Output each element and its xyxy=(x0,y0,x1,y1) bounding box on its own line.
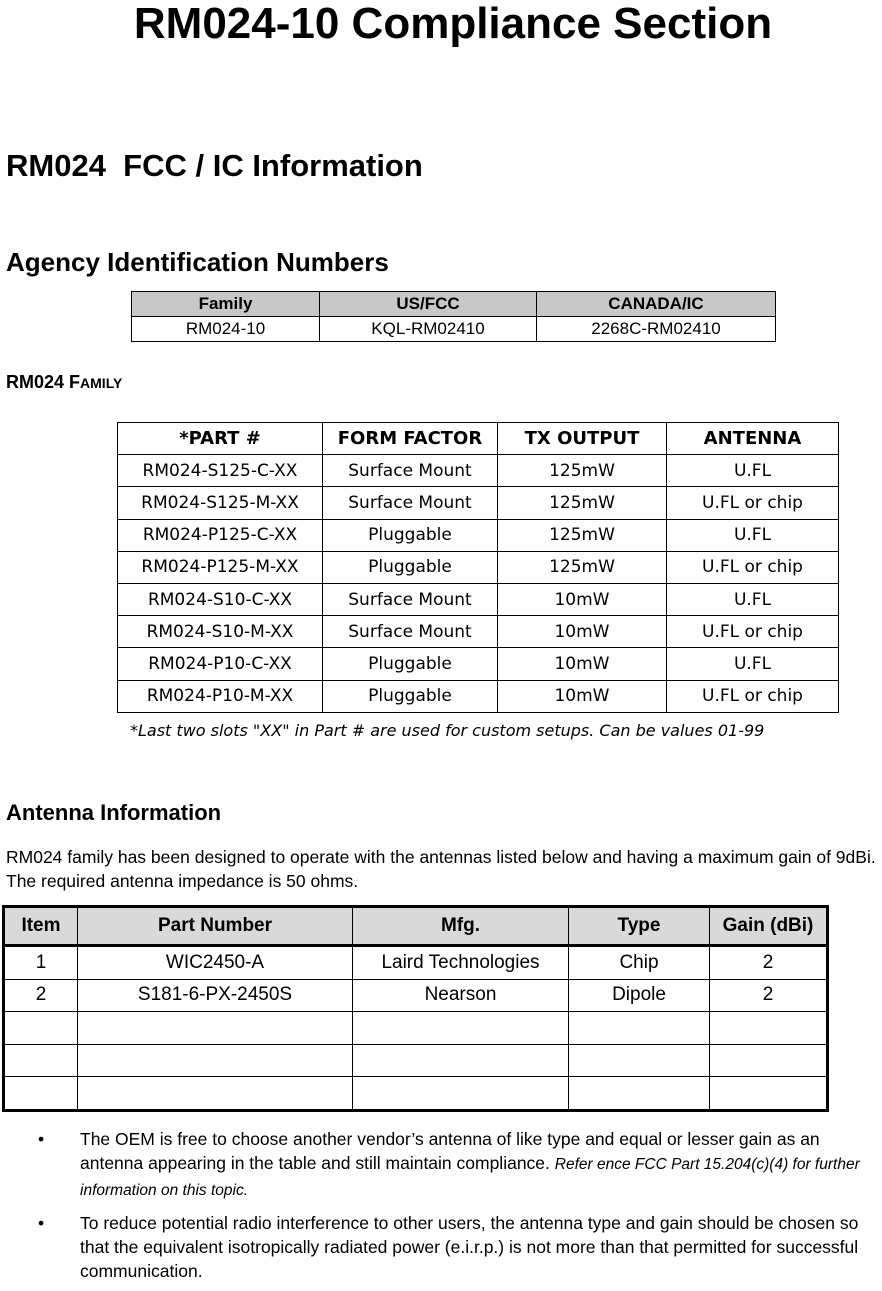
table-row xyxy=(118,583,839,615)
section-title: RM024 FCC / IC Information xyxy=(6,148,423,183)
agency-cell-fcc: KQL-RM02410 xyxy=(320,317,537,342)
table-row xyxy=(118,648,839,680)
antenna-cell xyxy=(569,1044,710,1077)
bullet-icon: • xyxy=(38,1213,45,1233)
antenna-header-gain: Gain (dBi) xyxy=(710,907,828,946)
antenna-cell xyxy=(78,1012,353,1045)
table-row xyxy=(4,1012,828,1045)
family-cell: RM024-P10-C-XX xyxy=(118,648,323,680)
family-table xyxy=(117,422,839,713)
antenna-cell: 1 xyxy=(4,946,78,980)
family-header-antenna: ANTENNA xyxy=(667,423,839,455)
family-cell: RM024-S125-M-XX xyxy=(118,487,323,519)
family-cell: U.FL xyxy=(667,519,839,551)
family-header-part: *PART # xyxy=(118,423,323,455)
table-row xyxy=(118,616,839,648)
bullet-text: The OEM is free to choose another vendor’s antenna of like type and equal or lesser gain as an antenna appearing in the table and still maintain compliance. xyxy=(80,1129,820,1173)
antenna-cell: 2 xyxy=(710,979,828,1012)
table-row xyxy=(4,1044,828,1077)
antenna-header-row xyxy=(4,907,828,946)
antenna-header-item: Item xyxy=(4,907,78,946)
antenna-cell xyxy=(4,1044,78,1077)
antenna-cell xyxy=(353,1077,569,1111)
agency-heading: Agency Identification Numbers xyxy=(6,247,389,277)
family-header-row xyxy=(118,423,839,455)
antenna-cell xyxy=(710,1012,828,1045)
antenna-cell: 2 xyxy=(710,946,828,980)
antenna-cell: S181-6-PX-2450S xyxy=(78,979,353,1012)
family-cell: 125mW xyxy=(498,487,667,519)
antenna-cell xyxy=(353,1012,569,1045)
antenna-cell xyxy=(4,1077,78,1111)
list-item xyxy=(0,1127,882,1203)
family-cell: Pluggable xyxy=(323,551,498,583)
agency-cell-family: RM024-10 xyxy=(132,317,320,342)
family-cell: U.FL or chip xyxy=(667,616,839,648)
family-cell: Pluggable xyxy=(323,519,498,551)
antenna-cell: Chip xyxy=(569,946,710,980)
antenna-cell xyxy=(569,1012,710,1045)
antenna-cell xyxy=(710,1077,828,1111)
family-cell: U.FL or chip xyxy=(667,680,839,712)
family-cell: RM024-S10-M-XX xyxy=(118,616,323,648)
bullet-text: To reduce potential radio interference to other users, the antenna type and gain should be chosen so that the equivalent isotropically radiated power (e.i.r.p.) is not more than that permitted for successful communication. xyxy=(80,1213,859,1281)
page-title: RM024-10 Compliance Section xyxy=(133,0,773,48)
antenna-cell xyxy=(569,1077,710,1111)
table-row xyxy=(118,487,839,519)
agency-header-family: Family xyxy=(132,292,320,317)
agency-cell-ic: 2268C-RM02410 xyxy=(537,317,776,342)
family-cell: 125mW xyxy=(498,551,667,583)
family-header-form: FORM FACTOR xyxy=(323,423,498,455)
table-row xyxy=(118,551,839,583)
table-row xyxy=(4,979,828,1012)
family-cell: U.FL or chip xyxy=(667,551,839,583)
family-heading-rest: AMILY xyxy=(80,375,123,391)
family-cell: 10mW xyxy=(498,648,667,680)
antenna-header-mfg: Mfg. xyxy=(353,907,569,946)
antenna-header-type: Type xyxy=(569,907,710,946)
family-heading-first: RM024 F xyxy=(6,372,81,392)
table-row xyxy=(118,519,839,551)
antenna-cell: Laird Technologies xyxy=(353,946,569,980)
family-cell: 10mW xyxy=(498,680,667,712)
family-cell: U.FL or chip xyxy=(667,487,839,519)
antenna-table xyxy=(2,905,829,1112)
bullet-italic-reference: Refer ence FCC Part 15.204(c)(4) for further information on this topic. xyxy=(80,1156,860,1199)
family-cell: 10mW xyxy=(498,583,667,615)
family-cell: RM024-S10-C-XX xyxy=(118,583,323,615)
list-item xyxy=(0,1211,882,1283)
family-cell: RM024-P125-M-XX xyxy=(118,551,323,583)
table-row xyxy=(4,946,828,980)
family-cell: U.FL xyxy=(667,648,839,680)
family-header-tx: TX OUTPUT xyxy=(498,423,667,455)
family-cell: RM024-P125-C-XX xyxy=(118,519,323,551)
antenna-cell xyxy=(78,1077,353,1111)
family-cell: 10mW xyxy=(498,616,667,648)
family-cell: Surface Mount xyxy=(323,616,498,648)
antenna-cell xyxy=(4,1012,78,1045)
agency-header-fcc: US/FCC xyxy=(320,292,537,317)
antenna-cell: WIC2450-A xyxy=(78,946,353,980)
family-note: *Last two slots "XX" in Part # are used for custom setups. Can be values 01-99 xyxy=(130,721,765,740)
bullet-list xyxy=(0,1127,882,1291)
family-cell: Surface Mount xyxy=(323,487,498,519)
family-cell: RM024-P10-M-XX xyxy=(118,680,323,712)
family-cell: Surface Mount xyxy=(323,583,498,615)
antenna-cell xyxy=(78,1044,353,1077)
antenna-description: RM024 family has been designed to operate with the antennas listed below and having a maximum gain of 9dBi. The required antenna impedance is 50 ohms. xyxy=(6,847,876,891)
antenna-cell xyxy=(710,1044,828,1077)
antenna-cell: Dipole xyxy=(569,979,710,1012)
family-cell: RM024-S125-C-XX xyxy=(118,455,323,487)
family-cell: U.FL xyxy=(667,583,839,615)
table-row xyxy=(118,680,839,712)
table-row xyxy=(118,455,839,487)
table-row xyxy=(4,1077,828,1111)
bullet-icon: • xyxy=(38,1129,45,1149)
family-cell: U.FL xyxy=(667,455,839,487)
antenna-heading: Antenna Information xyxy=(6,800,222,825)
family-cell: 125mW xyxy=(498,519,667,551)
family-cell: Pluggable xyxy=(323,680,498,712)
family-heading xyxy=(6,370,122,395)
family-cell: Pluggable xyxy=(323,648,498,680)
antenna-cell xyxy=(353,1044,569,1077)
agency-header-ic: CANADA/IC xyxy=(537,292,776,317)
agency-header-row xyxy=(132,292,776,317)
family-cell: Surface Mount xyxy=(323,455,498,487)
agency-table xyxy=(131,291,776,342)
table-row xyxy=(132,317,776,342)
antenna-cell: Nearson xyxy=(353,979,569,1012)
antenna-cell: 2 xyxy=(4,979,78,1012)
antenna-header-part: Part Number xyxy=(78,907,353,946)
family-cell: 125mW xyxy=(498,455,667,487)
